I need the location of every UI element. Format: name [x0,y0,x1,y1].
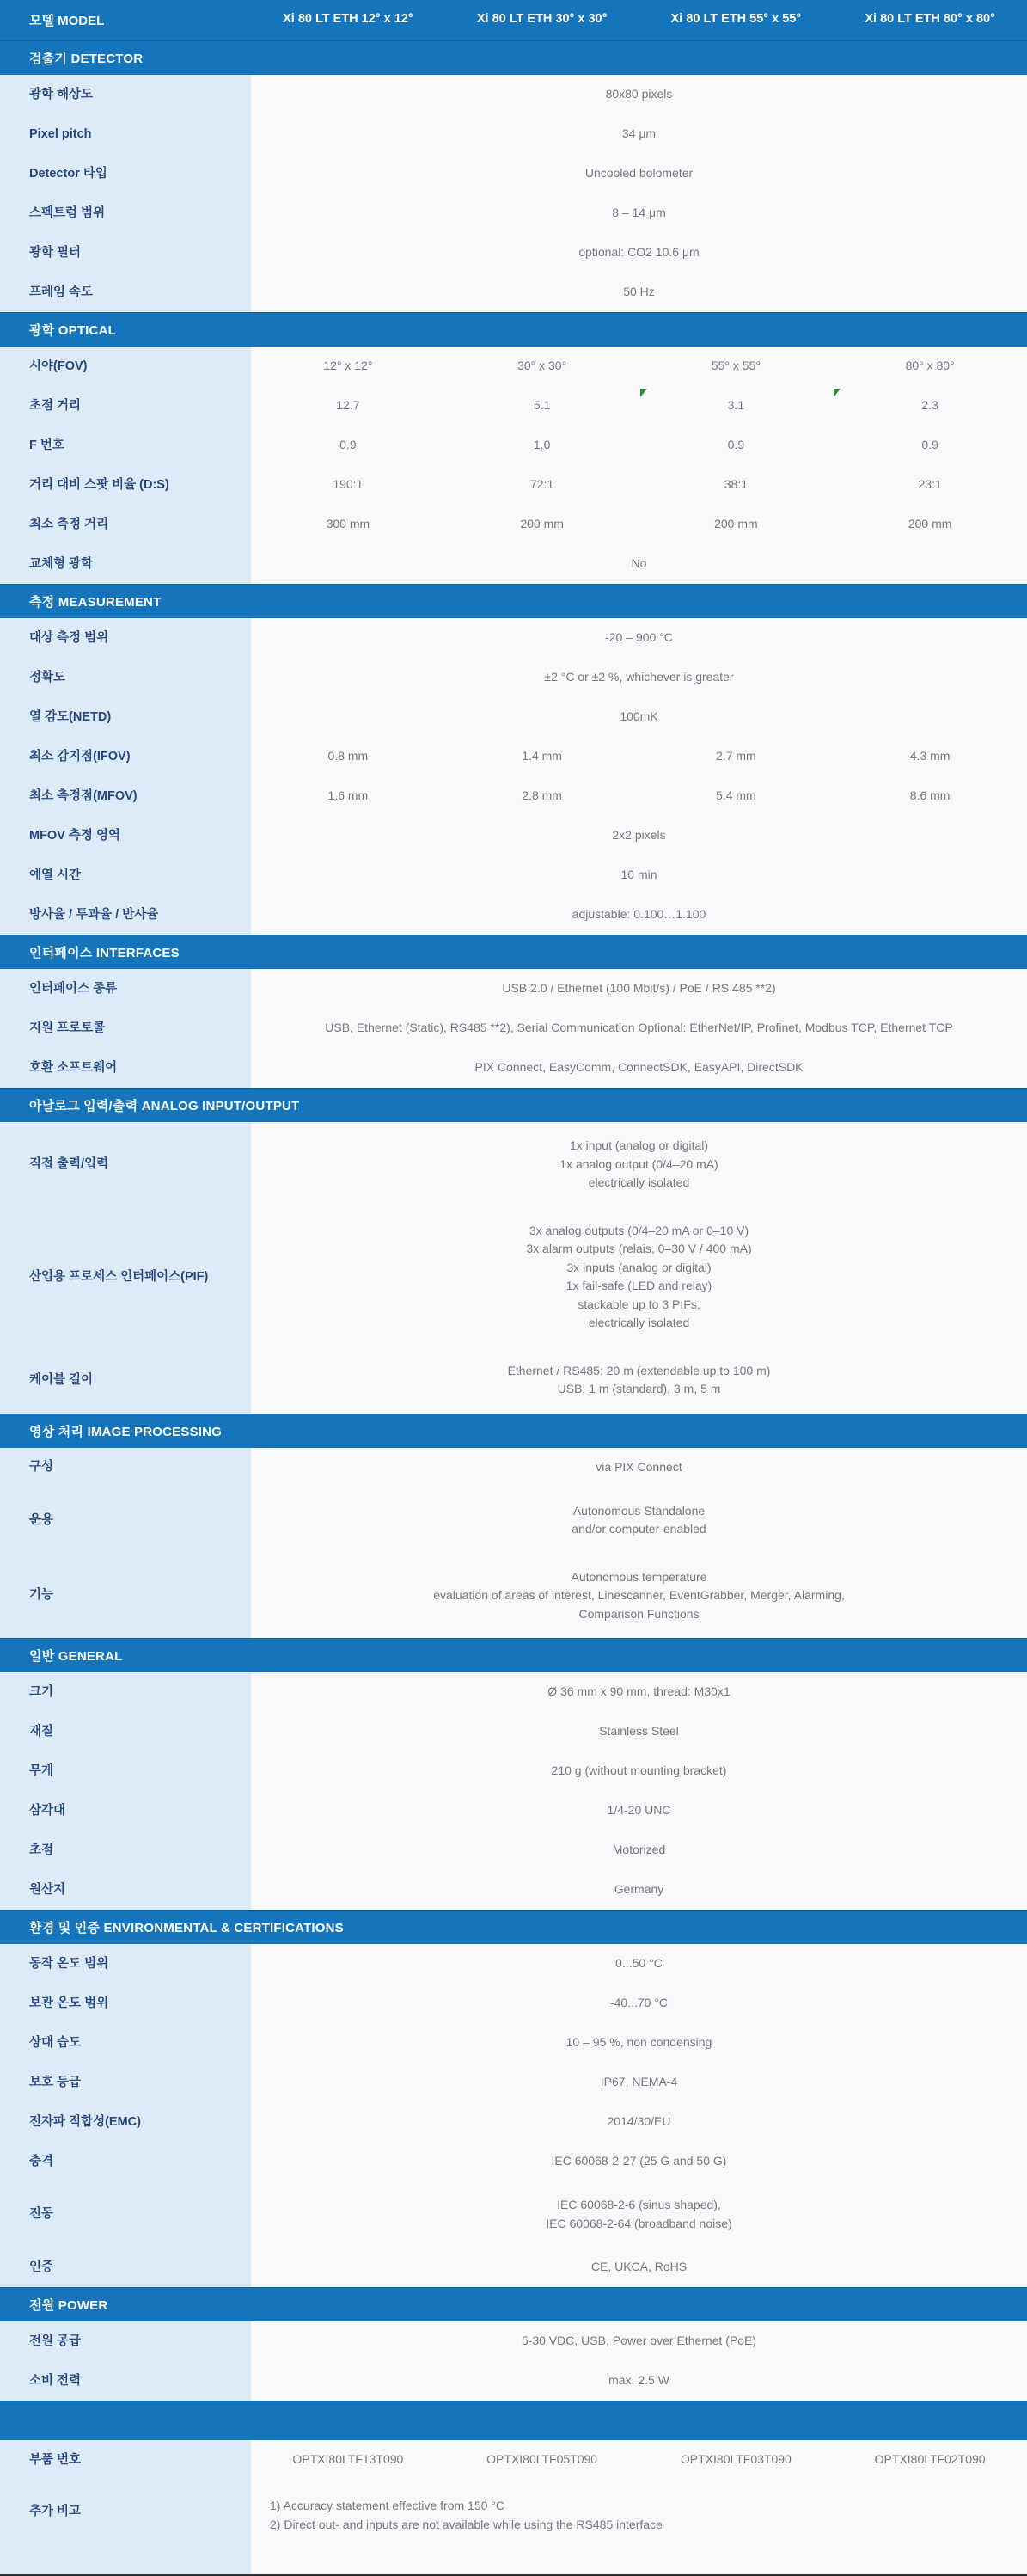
row-label: 삼각대 [0,1791,251,1831]
row-label: MFOV 측정 영역 [0,816,251,856]
spec-row [0,386,1027,426]
spec-value-line: 1) Accuracy statement effective from 150 °C [270,2499,505,2512]
spec-row [0,658,1027,697]
spec-row [0,1207,1027,1347]
spec-value: 190:1 [333,477,364,492]
row-label: 동작 온도 범위 [0,1944,251,1984]
spec-value: 8.6 mm [909,788,951,803]
row-label: F 번호 [0,426,251,465]
spec-value: 55° x 55° [711,359,761,373]
section-header: 아날로그 입력/출력 ANALOG INPUT/OUTPUT [0,1088,1027,1122]
row-content [251,816,1027,856]
spec-value [251,2248,1027,2287]
row-content [251,2063,1027,2102]
row-content [251,1672,1027,1712]
model-name: Xi 80 LT ETH 12° x 12° [283,12,413,27]
row-content [251,193,1027,233]
row-content [251,1791,1027,1831]
spec-row [0,1347,1027,1414]
row-content [251,1448,1027,1487]
spec-value [251,1009,1027,1048]
row-content [251,1944,1027,1984]
spec-value: 23:1 [918,477,942,492]
row-label: 프레임 속도 [0,273,251,312]
row-label: 최소 측정 거리 [0,505,251,544]
spec-row [0,1048,1027,1088]
spec-value-line: IEC 60068-2-27 (25 G and 50 G) [551,2154,727,2168]
spec-value: 2.3 [833,386,1027,426]
spec-value: 38:1 [724,477,748,492]
spec-value [251,1984,1027,2023]
spec-value: 0.9 [727,438,745,452]
row-label: 케이블 길이 [0,1347,251,1414]
spec-row [0,1672,1027,1712]
spec-row [0,1751,1027,1791]
row-content [251,154,1027,193]
spec-value-line: max. 2.5 W [608,2373,669,2388]
row-label: Detector 타입 [0,154,251,193]
row-content [251,1009,1027,1048]
spec-row [0,969,1027,1009]
spec-value-line: 0...50 °C [615,1956,663,1971]
spec-value [251,114,1027,154]
model-header-row [0,0,1027,40]
row-content [251,1122,1027,1207]
spec-row [0,2023,1027,2063]
spec-row [0,273,1027,312]
section-header: 영상 처리 IMAGE PROCESSING [0,1414,1027,1448]
row-content [251,2480,1027,2574]
spec-value: OPTXI80LTF05T090 [486,2452,598,2467]
row-content [251,1487,1027,1554]
spec-value-line: 1x analog output (0/4–20 mA) [559,1156,718,1171]
row-content [251,1712,1027,1751]
row-label: 크기 [0,1672,251,1712]
row-content [251,1831,1027,1870]
spec-value-line: evaluation of areas of interest, Linescanner, EventGrabber, Merger, Alarming, [433,1588,845,1602]
spec-sections [0,40,1027,2574]
spec-value [251,1448,1027,1487]
row-content [251,386,1027,426]
spec-value [251,193,1027,233]
section-header: 전원 POWER [0,2287,1027,2321]
spec-value-line: 1/4-20 UNC [607,1803,671,1818]
spec-row [0,2248,1027,2287]
spec-value: 30° x 30° [517,359,567,373]
row-content [251,697,1027,737]
spec-row [0,1870,1027,1910]
spec-value-line: 3x inputs (analog or digital) [566,1260,712,1274]
spec-value: OPTXI80LTF03T090 [680,2452,792,2467]
spec-row [0,1944,1027,1984]
row-label: 충격 [0,2142,251,2181]
spec-row [0,2321,1027,2361]
model-name: Xi 80 LT ETH 55° x 55° [670,12,802,27]
spec-value [251,273,1027,312]
spec-row [0,347,1027,386]
spec-row [0,737,1027,776]
spec-value-line: PIX Connect, EasyComm, ConnectSDK, EasyAPI, DirectSDK [474,1060,804,1075]
spec-value-line: electrically isolated [588,1316,690,1329]
spec-value-line: -40...70 °C [609,1996,669,2010]
spec-value [251,1751,1027,1791]
row-label: 인증 [0,2248,251,2287]
row-content [251,1048,1027,1088]
row-content [251,618,1027,658]
spec-value [251,1944,1027,1984]
spec-row [0,75,1027,114]
spec-value [251,2102,1027,2142]
spec-value-line: 210 g (without mounting bracket) [551,1763,727,1778]
spec-value-line: Germany [614,1882,664,1897]
spec-value-line: IP67, NEMA-4 [600,2075,678,2089]
spec-value [251,1831,1027,1870]
spec-value-line: 50 Hz [623,285,655,299]
spec-row [0,816,1027,856]
row-content [251,1870,1027,1910]
spec-row [0,1487,1027,1554]
row-label: 부품 번호 [0,2440,251,2480]
spec-row [0,426,1027,465]
spec-value: 1.6 mm [327,788,369,803]
spec-value [251,1672,1027,1712]
spec-value: 2.7 mm [716,749,756,764]
row-content [251,1554,1027,1639]
spec-value-line: IEC 60068-2-6 (sinus shaped), [557,2198,721,2211]
spec-value-line: CE, UKCA, RoHS [590,2260,688,2274]
row-content [251,426,1027,465]
spec-value [251,75,1027,114]
row-content [251,2142,1027,2181]
spec-value-line: 2014/30/EU [607,2114,671,2129]
spec-value [251,2361,1027,2401]
spec-value [251,816,1027,856]
spec-value-line: Ø 36 mm x 90 mm, thread: M30x1 [547,1684,731,1699]
row-content [251,75,1027,114]
spec-value-line: 2x2 pixels [612,828,666,843]
spec-value [251,658,1027,697]
spec-value-line: -20 – 900 °C [605,630,673,645]
spec-value-line: 10 – 95 %, non condensing [565,2035,712,2050]
spec-row [0,1984,1027,2023]
spec-value: 12° x 12° [323,359,373,373]
green-corner-marker-icon [640,389,647,397]
model-header-label: 모델 MODEL [29,13,105,28]
row-label: 광학 필터 [0,233,251,273]
spec-value: 3.1 [639,386,834,426]
section-header [0,2401,1027,2440]
row-content [251,2102,1027,2142]
spec-row [0,193,1027,233]
spec-value [251,969,1027,1009]
spec-value: OPTXI80LTF13T090 [292,2452,404,2467]
spec-value-line: 10 min [620,868,657,882]
spec-value: 2.8 mm [522,788,562,803]
spec-value: OPTXI80LTF02T090 [874,2452,986,2467]
row-content [251,969,1027,1009]
row-content [251,2321,1027,2361]
spec-value: 72:1 [530,477,554,492]
spec-value-line: optional: CO2 10.6 μm [578,245,700,260]
spec-value [251,1554,1027,1639]
section-header: 일반 GENERAL [0,1638,1027,1672]
spec-value-line: Motorized [612,1843,666,1857]
section-header: 광학 OPTICAL [0,312,1027,347]
spec-value: 12.7 [336,398,360,413]
spec-row [0,154,1027,193]
spec-value-line: IEC 60068-2-64 (broadband noise) [546,2216,732,2230]
row-content [251,658,1027,697]
row-label: 방사율 / 투과율 / 반사율 [0,895,251,935]
row-label: 호환 소프트웨어 [0,1048,251,1088]
spec-row [0,544,1027,584]
spec-row [0,1448,1027,1487]
spec-value [251,2023,1027,2063]
row-label: 열 감도(NETD) [0,697,251,737]
spec-row [0,895,1027,935]
row-content [251,273,1027,312]
row-label: 전원 공급 [0,2321,251,2361]
spec-value-line: 2) Direct out- and inputs are not available while using the RS485 interface [270,2517,663,2531]
spec-value [251,544,1027,584]
spec-value: 300 mm [326,517,370,531]
row-label: 초점 [0,1831,251,1870]
section-header: 측정 MEASUREMENT [0,584,1027,618]
spec-value [251,2181,1027,2248]
row-content [251,347,1027,386]
row-content [251,544,1027,584]
spec-value-line: and/or computer-enabled [572,1522,706,1536]
row-label: 무게 [0,1751,251,1791]
spec-value-line: No [631,556,647,571]
spec-value-line: USB: 1 m (standard), 3 m, 5 m [557,1382,721,1395]
spec-value [251,1791,1027,1831]
row-label: 정확도 [0,658,251,697]
row-content [251,1347,1027,1414]
spec-value-line: 8 – 14 μm [612,205,666,220]
row-label: 진동 [0,2181,251,2248]
spec-row [0,2181,1027,2248]
spec-value: 200 mm [714,517,758,531]
spec-row [0,2142,1027,2181]
row-label: 직접 출력/입력 [0,1122,251,1207]
spec-value [251,233,1027,273]
spec-row [0,465,1027,505]
spec-value: 1.4 mm [522,749,562,764]
row-label: 원산지 [0,1870,251,1910]
spec-value [251,1048,1027,1088]
row-content [251,2248,1027,2287]
row-label: 광학 해상도 [0,75,251,114]
spec-row [0,697,1027,737]
spec-value-line: Autonomous Standalone [572,1503,706,1518]
spec-row [0,2440,1027,2480]
spec-value-line: 34 μm [621,126,657,141]
row-content [251,895,1027,935]
model-name: Xi 80 LT ETH 80° x 80° [865,12,995,27]
row-label: 거리 대비 스팟 비율 (D:S) [0,465,251,505]
spec-row [0,618,1027,658]
row-label: 구성 [0,1448,251,1487]
spec-value [251,856,1027,895]
spec-row [0,2480,1027,2574]
row-label: 최소 측정점(MFOV) [0,776,251,816]
spec-row [0,233,1027,273]
spec-value-line: 1x fail-safe (LED and relay) [565,1279,712,1292]
spec-value: 200 mm [908,517,952,531]
row-label: 보호 등급 [0,2063,251,2102]
spec-row [0,776,1027,816]
spec-value [251,2480,1027,2574]
spec-row [0,505,1027,544]
section-header: 환경 및 인증 ENVIRONMENTAL & CERTIFICATIONS [0,1910,1027,1944]
spec-value-line: ±2 °C or ±2 %, whichever is greater [544,670,734,684]
row-content [251,2440,1027,2480]
spec-value-line: Uncooled bolometer [584,166,694,181]
spec-value [251,2142,1027,2181]
spec-value-line: via PIX Connect [596,1459,682,1474]
spec-value [251,2063,1027,2102]
spec-value [251,618,1027,658]
spec-value [251,1347,1027,1414]
spec-value-line: Stainless Steel [599,1724,679,1739]
spec-row [0,1712,1027,1751]
spec-value: 80° x 80° [905,359,955,373]
spec-row [0,2102,1027,2142]
model-name: Xi 80 LT ETH 30° x 30° [476,12,608,27]
spec-row [0,1122,1027,1207]
spec-row [0,1009,1027,1048]
spec-value-line: USB 2.0 / Ethernet (100 Mbit/s) / PoE / RS 485 **2) [502,981,776,996]
spec-value-line: electrically isolated [588,1175,690,1189]
spec-value-line: 3x alarm outputs (relais, 0–30 V / 400 mA) [526,1242,752,1255]
spec-value-line: stackable up to 3 PIFs, [578,1297,700,1311]
row-label: 추가 비고 [0,2480,251,2574]
row-label: 재질 [0,1712,251,1751]
spec-value: 0.9 [921,438,938,452]
spec-value-line: 5-30 VDC, USB, Power over Ethernet (PoE) [521,2334,757,2348]
model-names [251,0,1027,40]
spec-value-line: adjustable: 0.100…1.100 [572,907,706,922]
spec-row [0,2063,1027,2102]
row-label: 상대 습도 [0,2023,251,2063]
spec-row [0,114,1027,154]
spec-row [0,2361,1027,2401]
row-content [251,233,1027,273]
row-content [251,2023,1027,2063]
row-label: Pixel pitch [0,114,251,154]
spec-value [251,154,1027,193]
row-label: 최소 감지점(IFOV) [0,737,251,776]
spec-value [251,1207,1027,1347]
green-corner-marker-icon [834,389,841,397]
spec-value: 0.8 mm [327,749,369,764]
spec-value-line: Ethernet / RS485: 20 m (extendable up to 100 m) [507,1363,771,1377]
row-content [251,2181,1027,2248]
section-header: 인터페이스 INTERFACES [0,935,1027,969]
spec-value [251,1712,1027,1751]
spec-value [251,1487,1027,1554]
row-label: 시야(FOV) [0,347,251,386]
spec-value: 5.1 [533,398,551,413]
spec-value-line: 1x input (analog or digital) [569,1138,709,1152]
spec-value: 4.3 mm [909,749,951,764]
row-label: 지원 프로토콜 [0,1009,251,1048]
spec-value-line: Comparison Functions [578,1606,700,1621]
spec-value [251,1870,1027,1910]
spec-value-line: USB, Ethernet (Static), RS485 **2), Serial Communication Optional: EtherNet/IP, Profinet, Modbus TCP, Ethernet TCP [325,1021,953,1035]
spec-value: 0.9 [339,438,357,452]
row-content [251,1751,1027,1791]
row-content [251,505,1027,544]
row-label: 대상 측정 범위 [0,618,251,658]
row-content [251,114,1027,154]
row-label: 예열 시간 [0,856,251,895]
spec-value [251,697,1027,737]
spec-value-line: 100mK [620,709,658,724]
row-label: 운용 [0,1487,251,1554]
row-label: 보관 온도 범위 [0,1984,251,2023]
spec-value-line: 3x analog outputs (0/4–20 mA or 0–10 V) [529,1223,749,1237]
spec-value [251,2321,1027,2361]
row-content [251,465,1027,505]
spec-value: 200 mm [520,517,564,531]
row-label: 교체형 광학 [0,544,251,584]
row-content [251,1984,1027,2023]
spec-value: 1.0 [533,438,551,452]
row-content [251,737,1027,776]
spec-row [0,1831,1027,1870]
spec-value: 5.4 mm [716,788,756,803]
spec-value [251,1122,1027,1207]
row-label: 스펙트럼 범위 [0,193,251,233]
spec-row [0,1791,1027,1831]
section-header: 검출기 DETECTOR [0,40,1027,75]
spec-row [0,1554,1027,1639]
row-label: 인터페이스 종류 [0,969,251,1009]
row-content [251,856,1027,895]
row-label: 소비 전력 [0,2361,251,2401]
spec-value [251,895,1027,935]
row-content [251,1207,1027,1347]
row-label: 기능 [0,1554,251,1639]
spec-value-line: Autonomous temperature [571,1569,707,1584]
row-label: 산업용 프로세스 인터페이스(PIF) [0,1207,251,1347]
spec-row [0,856,1027,895]
row-content [251,2361,1027,2401]
row-label: 초점 거리 [0,386,251,426]
spec-value-line: 80x80 pixels [605,87,673,101]
row-label: 전자파 적합성(EMC) [0,2102,251,2142]
row-content [251,776,1027,816]
